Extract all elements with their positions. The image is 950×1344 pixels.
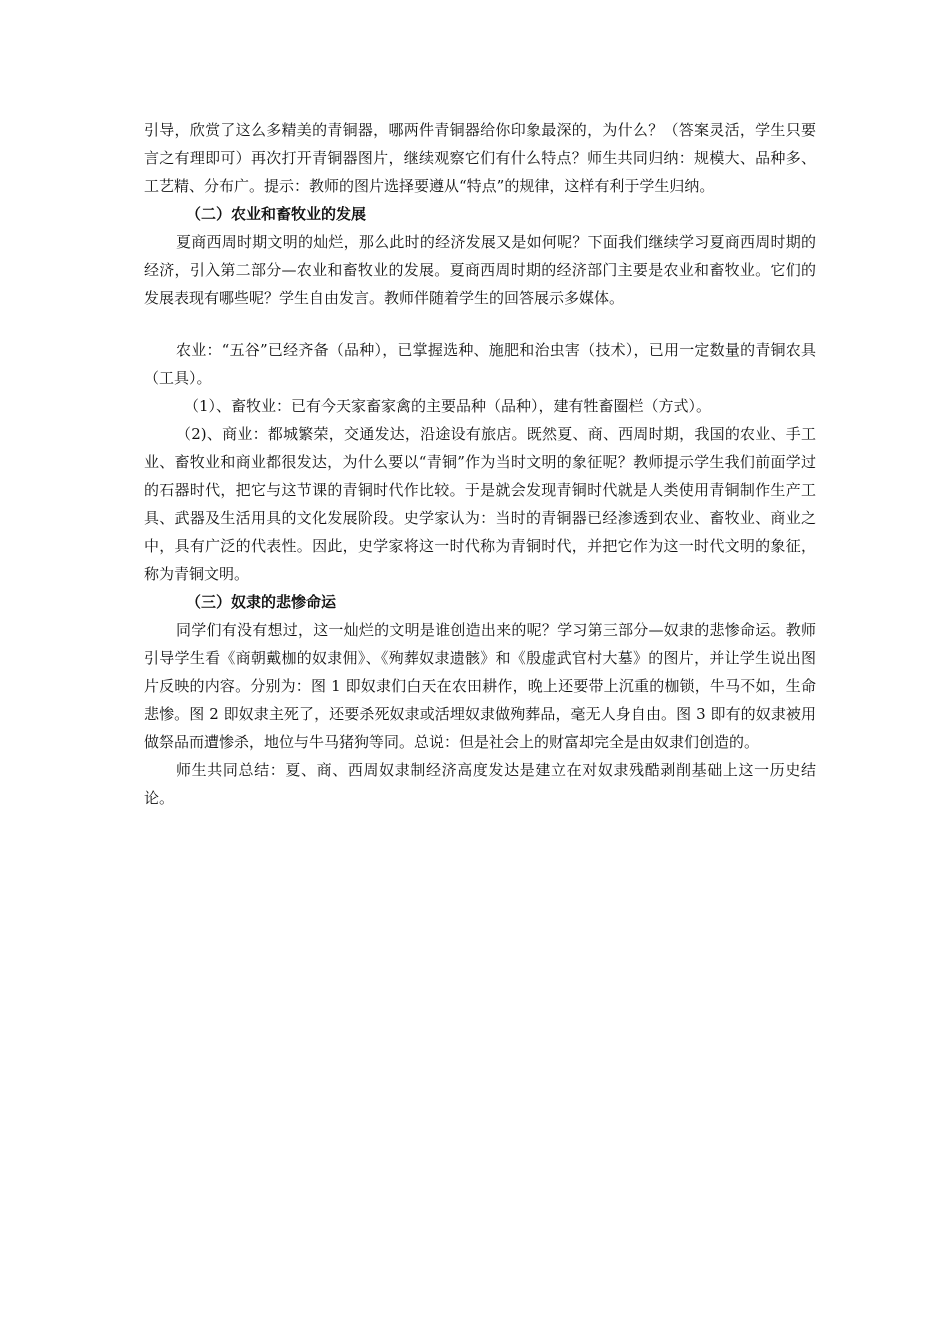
paragraph-agriculture: 农业：“五谷”已经齐备（品种），已掌握选种、施肥和治虫害（技术），已用一定数量的青铜农具（工具）。 [144, 341, 816, 387]
section-heading-slaves: （三）奴隶的悲惨命运 [186, 593, 337, 611]
section-heading-agriculture: （二）农业和畜牧业的发展 [186, 205, 367, 223]
paragraph-conclusion: 师生共同总结：夏、商、西周奴隶制经济高度发达是建立在对奴隶残酷剥削基础上这一历史结论。 [144, 761, 816, 807]
paragraph-commerce: （2)、商业：都城繁荣，交通发达，沿途设有旅店。既然夏、商、西周时期，我国的农业、手工业、畜牧业和商业都很发达，为什么要以“青铜”作为当时文明的象征呢？教师提示学生我们前面学过的石器时代，把它与这节课的青铜时代作比较。于是就会发现青铜时代就是人类使用青铜制作生产工具、武器及生活用具的文化发展阶段。史学家认为：当时的青铜器已经渗透到农业、畜牧业、商业之中，具有广泛的代表性。因此，史学家将这一时代称为青铜时代，并把它作为这一时代文明的象征，称为青铜文明。 [144, 425, 816, 583]
paragraph-economy-intro: 夏商西周时期文明的灿烂，那么此时的经济发展又是如何呢？下面我们继续学习夏商西周时期的经济，引入第二部分—农业和畜牧业的发展。夏商西周时期的经济部门主要是农业和畜牧业。它们的发展表现有哪些呢？学生自由发言。教师伴随着学生的回答展示多媒体。 [144, 233, 816, 307]
paragraph-bronze-summary: 引导，欣赏了这么多精美的青铜器，哪两件青铜器给你印象最深的，为什么？（答案灵活，学生只要言之有理即可）再次打开青铜器图片，继续观察它们有什么特点？师生共同归纳：规模大、品种多、工艺精、分布广。提示：教师的图片选择要遵从“特点”的规律，这样有利于学生归纳。 [144, 121, 816, 195]
paragraph-livestock: （1）、畜牧业：已有今天家畜家禽的主要品种（品种），建有牲畜圈栏（方式）。 [184, 397, 712, 415]
paragraph-gap [144, 312, 816, 336]
paragraph-slaves: 同学们有没有想过，这一灿烂的文明是谁创造出来的呢？学习第三部分—奴隶的悲惨命运。教师引导学生看《商朝戴枷的奴隶佣》、《殉葬奴隶遗骸》和《殷虚武官村大墓》的图片，并让学生说出图片反映的内容。分别为：图 1 即奴隶们白天在农田耕作，晚上还要带上沉重的枷锁，牛马不如，生命悲惨。图 2 即奴隶主死了，还要杀死奴隶或活埋奴隶做殉葬品，毫无人身自由。图 3 即有的奴隶被用做祭品而遭惨杀，地位与牛马猪狗等同。总说：但是社会上的财富却完全是由奴隶们创造的。 [144, 621, 816, 751]
document-page [144, 116, 816, 812]
